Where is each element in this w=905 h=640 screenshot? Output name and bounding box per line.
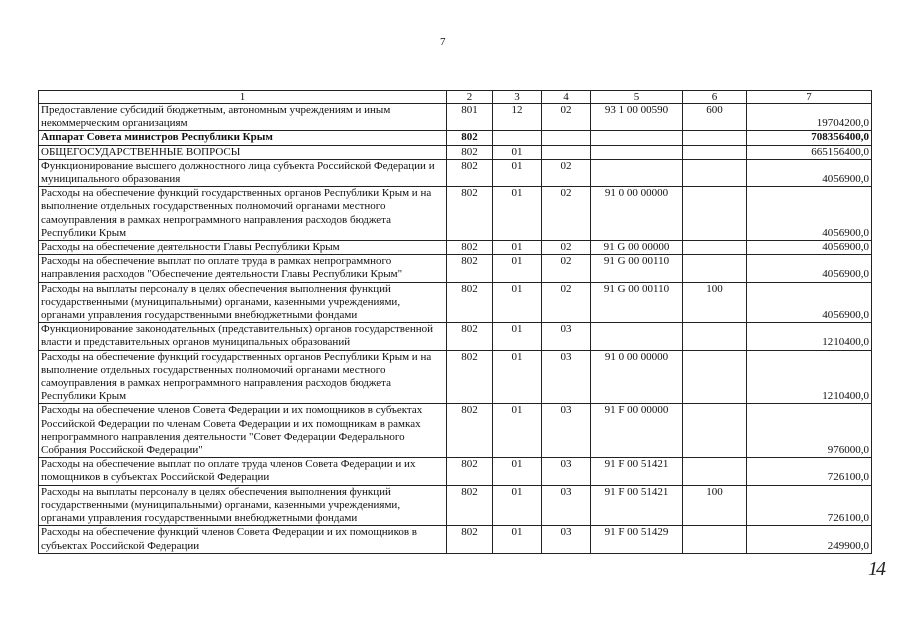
handwritten-page-mark: 14 — [868, 558, 884, 580]
row-name-cell: Расходы на обеспечение членов Совета Федерации и их помощников в субъектах Российской Федерации по членам Совета Федерации и их помощникам в рамках непрограммного направления деятельности "Совет Федерации Федерального Собрания Российской Федерации" — [39, 404, 447, 458]
ministry-code-cell: 802 — [447, 282, 493, 323]
table-row — [39, 350, 872, 404]
section-code-cell: 01 — [493, 404, 542, 458]
section-code-cell: 12 — [493, 104, 542, 131]
expense-type-code-cell: 600 — [683, 104, 747, 131]
row-name-cell: Расходы на выплаты персоналу в целях обеспечения выполнения функций государственными (муниципальными) органами, казенными учреждениями, органами управления государственными внебюджетными фондами — [39, 485, 447, 526]
amount-cell: 4056900,0 — [747, 159, 872, 186]
header-cell: 2 — [447, 91, 493, 104]
expense-type-code-cell — [683, 145, 747, 159]
ministry-code-cell: 802 — [447, 159, 493, 186]
section-code-cell: 01 — [493, 526, 542, 553]
amount-cell: 4056900,0 — [747, 187, 872, 241]
page-number: 7 — [440, 36, 446, 48]
subsection-code-cell: 02 — [542, 255, 591, 282]
subsection-code-cell: 02 — [542, 187, 591, 241]
expense-type-code-cell — [683, 159, 747, 186]
amount-cell: 708356400,0 — [747, 131, 872, 145]
ministry-code-cell: 802 — [447, 255, 493, 282]
target-item-code-cell: 91 0 00 00000 — [591, 350, 683, 404]
row-name-cell: Предоставление субсидий бюджетным, автономным учреждениям и иным некоммерческим организациям — [39, 104, 447, 131]
header-cell: 7 — [747, 91, 872, 104]
target-item-code-cell — [591, 323, 683, 350]
section-code-cell: 01 — [493, 458, 542, 485]
amount-cell: 4056900,0 — [747, 255, 872, 282]
table-row — [39, 485, 872, 526]
section-code-cell: 01 — [493, 282, 542, 323]
target-item-code-cell: 91 G 00 00110 — [591, 282, 683, 323]
table-row — [39, 526, 872, 553]
table-row — [39, 323, 872, 350]
expense-type-code-cell — [683, 241, 747, 255]
table-row — [39, 187, 872, 241]
table-row — [39, 159, 872, 186]
target-item-code-cell — [591, 145, 683, 159]
ministry-code-cell: 802 — [447, 485, 493, 526]
subsection-code-cell: 02 — [542, 104, 591, 131]
row-name-cell: Функционирование высшего должностного лица субъекта Российской Федерации и муниципального образования — [39, 159, 447, 186]
header-cell: 6 — [683, 91, 747, 104]
expense-type-code-cell — [683, 255, 747, 282]
table-row — [39, 131, 872, 145]
table-row — [39, 282, 872, 323]
target-item-code-cell: 91 0 00 00000 — [591, 187, 683, 241]
ministry-code-cell: 802 — [447, 323, 493, 350]
amount-cell: 19704200,0 — [747, 104, 872, 131]
target-item-code-cell: 91 F 00 51421 — [591, 485, 683, 526]
expense-type-code-cell — [683, 323, 747, 350]
subsection-code-cell — [542, 145, 591, 159]
row-name-cell: Функционирование законодательных (представительных) органов государственной власти и представительных органов муниципальных образований — [39, 323, 447, 350]
amount-cell: 665156400,0 — [747, 145, 872, 159]
row-name-cell: Расходы на выплаты персоналу в целях обеспечения выполнения функций государственными (муниципальными) органами, казенными учреждениями, органами управления государственными внебюджетными фондами — [39, 282, 447, 323]
ministry-code-cell: 802 — [447, 350, 493, 404]
target-item-code-cell — [591, 131, 683, 145]
target-item-code-cell: 91 G 00 00110 — [591, 255, 683, 282]
subsection-code-cell: 03 — [542, 404, 591, 458]
ministry-code-cell: 802 — [447, 131, 493, 145]
ministry-code-cell: 802 — [447, 241, 493, 255]
amount-cell: 726100,0 — [747, 458, 872, 485]
section-code-cell: 01 — [493, 485, 542, 526]
table-row — [39, 255, 872, 282]
section-code-cell: 01 — [493, 323, 542, 350]
ministry-code-cell: 802 — [447, 404, 493, 458]
target-item-code-cell: 91 F 00 51429 — [591, 526, 683, 553]
target-item-code-cell: 91 G 00 00000 — [591, 241, 683, 255]
ministry-code-cell: 802 — [447, 458, 493, 485]
expense-type-code-cell — [683, 350, 747, 404]
subsection-code-cell: 03 — [542, 485, 591, 526]
amount-cell: 4056900,0 — [747, 282, 872, 323]
section-code-cell: 01 — [493, 159, 542, 186]
header-cell: 1 — [39, 91, 447, 104]
header-cell: 3 — [493, 91, 542, 104]
row-name-cell: Расходы на обеспечение деятельности Главы Республики Крым — [39, 241, 447, 255]
expense-type-code-cell — [683, 131, 747, 145]
target-item-code-cell — [591, 159, 683, 186]
expense-type-code-cell — [683, 404, 747, 458]
table-row — [39, 104, 872, 131]
ministry-code-cell: 802 — [447, 145, 493, 159]
section-code-cell: 01 — [493, 241, 542, 255]
amount-cell: 4056900,0 — [747, 241, 872, 255]
target-item-code-cell: 91 F 00 00000 — [591, 404, 683, 458]
amount-cell: 249900,0 — [747, 526, 872, 553]
table-row — [39, 404, 872, 458]
amount-cell: 1210400,0 — [747, 350, 872, 404]
header-cell: 4 — [542, 91, 591, 104]
row-name-cell: Расходы на обеспечение функций государственных органов Республики Крым и на выполнение отдельных государственных полномочий органами местного самоуправления в рамках непрограммного направления расходов бюджета Республики Крым — [39, 350, 447, 404]
row-name-cell: ОБЩЕГОСУДАРСТВЕННЫЕ ВОПРОСЫ — [39, 145, 447, 159]
ministry-code-cell: 802 — [447, 187, 493, 241]
section-code-cell: 01 — [493, 350, 542, 404]
section-code-cell: 01 — [493, 145, 542, 159]
expense-type-code-cell — [683, 458, 747, 485]
section-code-cell: 01 — [493, 255, 542, 282]
table-row — [39, 241, 872, 255]
amount-cell: 726100,0 — [747, 485, 872, 526]
expense-type-code-cell: 100 — [683, 282, 747, 323]
expense-type-code-cell — [683, 187, 747, 241]
section-code-cell: 01 — [493, 187, 542, 241]
amount-cell: 976000,0 — [747, 404, 872, 458]
table-row — [39, 458, 872, 485]
subsection-code-cell: 02 — [542, 282, 591, 323]
subsection-code-cell: 03 — [542, 350, 591, 404]
subsection-code-cell: 03 — [542, 526, 591, 553]
target-item-code-cell: 93 1 00 00590 — [591, 104, 683, 131]
row-name-cell: Расходы на обеспечение функций членов Совета Федерации и их помощников в субъектах Российской Федерации — [39, 526, 447, 553]
section-code-cell — [493, 131, 542, 145]
row-name-cell: Расходы на обеспечение выплат по оплате труда в рамках непрограммного направления расходов "Обеспечение деятельности Главы Республики Крым" — [39, 255, 447, 282]
amount-cell: 1210400,0 — [747, 323, 872, 350]
subsection-code-cell: 03 — [542, 458, 591, 485]
header-cell: 5 — [591, 91, 683, 104]
target-item-code-cell: 91 F 00 51421 — [591, 458, 683, 485]
subsection-code-cell: 03 — [542, 323, 591, 350]
row-name-cell: Расходы на обеспечение выплат по оплате труда членов Совета Федерации и их помощников в субъектах Российской Федерации — [39, 458, 447, 485]
table-header-row — [39, 91, 872, 104]
row-name-cell: Аппарат Совета министров Республики Крым — [39, 131, 447, 145]
row-name-cell: Расходы на обеспечение функций государственных органов Республики Крым и на выполнение отдельных государственных полномочий органами местного самоуправления в рамках непрограммного направления расходов бюджета Республики Крым — [39, 187, 447, 241]
table-row — [39, 145, 872, 159]
budget-table — [38, 90, 872, 554]
subsection-code-cell: 02 — [542, 159, 591, 186]
expense-type-code-cell — [683, 526, 747, 553]
expense-type-code-cell: 100 — [683, 485, 747, 526]
subsection-code-cell — [542, 131, 591, 145]
ministry-code-cell: 802 — [447, 526, 493, 553]
ministry-code-cell: 801 — [447, 104, 493, 131]
subsection-code-cell: 02 — [542, 241, 591, 255]
